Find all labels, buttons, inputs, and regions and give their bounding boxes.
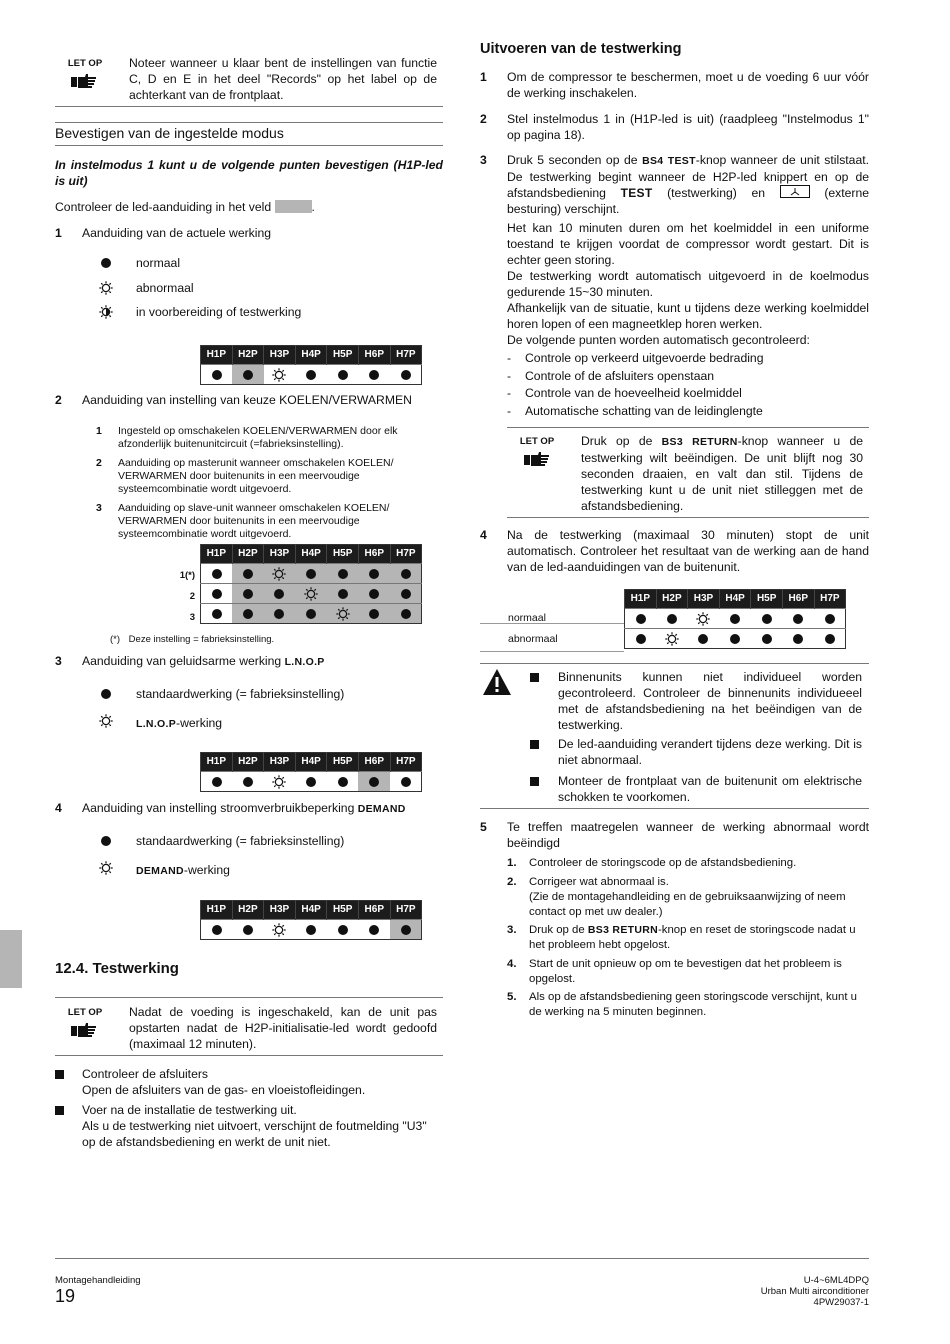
step-3-paragraph: Het kan 10 minuten duren om het koelmiddel in een uniforme toestand te krijgen voordat de compressor wordt gestart. Dit is echter geen storing. — [507, 221, 869, 267]
bullet-line: Open de afsluiters van de gas- en vloeistofleidingen. — [82, 1083, 366, 1097]
item-number: 4 — [55, 801, 62, 815]
led-blink — [295, 584, 327, 604]
sub-text: Aanduiding op masterunit wanneer omschakelen KOELEN/ VERWARMEN door buitenunits in een meervoudige systeemcombinatie wordt uitgevoerd. — [118, 457, 394, 495]
footnote-text: Deze instelling = fabrieksinstelling. — [128, 634, 275, 645]
divider — [507, 427, 869, 428]
square-bullet-icon — [55, 1106, 64, 1115]
item-text-body: Aanduiding van instelling stroomverbruikbeperking — [82, 801, 355, 815]
led-table-4 — [200, 900, 422, 940]
item-number: 2 — [55, 393, 62, 407]
led-header: H6P — [358, 753, 390, 772]
sub-number: 5. — [507, 991, 517, 1003]
led-on — [295, 772, 327, 792]
sun-icon — [97, 280, 115, 296]
note-text-part: -knop wanneer u de testwerking wilt beëindigen. De unit blijft nog 30 seconden draaien, en valt dan stil. Tijdens de testwerking kunt u de unit niet stilleggen met de afstandsbediening. — [581, 434, 864, 513]
led-on — [327, 584, 359, 604]
led-header-row — [201, 346, 422, 365]
led-header: H4P — [295, 753, 327, 772]
square-bullet-icon — [55, 1070, 64, 1079]
note-text-part: Druk op de — [581, 434, 653, 448]
led-on — [201, 365, 233, 385]
side-tab-marker — [0, 930, 22, 988]
led-header: H4P — [719, 590, 751, 609]
button-code-label: BS4 TEST — [642, 155, 696, 167]
led-header: H4P — [295, 545, 327, 564]
sub-text-part: Druk op de — [529, 924, 585, 936]
legend-label: abnormaal — [136, 281, 194, 295]
page-number: 19 — [55, 1286, 76, 1306]
sub-number: 2. — [507, 876, 517, 888]
led-row — [625, 629, 846, 649]
led-header: H5P — [327, 753, 359, 772]
led-result-table — [624, 589, 846, 649]
led-on — [358, 920, 390, 940]
legend-label: in voorbereiding of testwerking — [136, 305, 302, 319]
led-on — [751, 609, 783, 629]
led-row — [201, 365, 422, 385]
divider — [480, 663, 869, 664]
led-on — [264, 604, 296, 624]
page-footer — [55, 1258, 869, 1308]
led-on — [201, 564, 233, 584]
legend-label — [136, 715, 222, 732]
led-on — [295, 604, 327, 624]
step-text: Na de testwerking (maximaal 30 minuten) stopt de unit automatisch. Controleer het resultaat van de werking aan de hand van de led-aanduidingen van de buitenunit. — [507, 528, 869, 574]
led-on — [201, 584, 233, 604]
led-on — [232, 365, 264, 385]
step-text-part: (externe besturing) verschijnt. — [507, 186, 870, 216]
divider — [480, 623, 624, 624]
divider — [55, 1055, 443, 1056]
sub-text: (Zie de montagehandleiding en de gebruiksaanwijzing of neem contact op met uw dealer.) — [529, 891, 846, 918]
legend-label: standaardwerking (= fabrieksinstelling) — [136, 687, 345, 701]
led-header: H6P — [782, 590, 814, 609]
legend-row — [55, 860, 443, 876]
footer-meta — [761, 1275, 869, 1308]
led-on — [232, 604, 264, 624]
warning-icon — [482, 668, 512, 696]
item-text: Aanduiding van de actuele werking — [82, 226, 272, 240]
led-row — [201, 920, 422, 940]
bullet-line: Controleer de afsluiters — [82, 1067, 208, 1081]
sub-text: Aanduiding op slave-unit wanneer omschakelen KOELEN/ VERWARMEN door buitenunits in een meervoudige systeemcombinatie wordt uitgevoerd. — [118, 502, 390, 540]
step-text-part: Druk 5 seconden op de — [507, 153, 638, 167]
item-number: 3 — [55, 654, 62, 668]
sub-text: Als op de afstandsbediening geen storingscode verschijnt, kunt u de werking na 5 minuten beginnen. — [529, 991, 858, 1018]
led-header: H7P — [390, 901, 422, 920]
led-on — [327, 772, 359, 792]
led-header: H2P — [232, 901, 264, 920]
item-text: Aanduiding van instelling van keuze KOELEN/VERWARMEN — [82, 393, 412, 407]
led-on — [358, 772, 390, 792]
led-blink — [264, 365, 296, 385]
led-table-2 — [200, 544, 422, 624]
sub-number: 4. — [507, 958, 517, 970]
led-on — [295, 564, 327, 584]
led-on — [358, 584, 390, 604]
led-on — [625, 629, 657, 649]
check-end: . — [311, 200, 315, 214]
section-title: Uitvoeren van de testwerking — [480, 41, 682, 57]
sub-text-part: -knop en reset de storingscode nadat u het probleem hebt opgelost. — [529, 924, 856, 951]
led-header: H2P — [232, 545, 264, 564]
led-on — [358, 564, 390, 584]
check-text: Controleer de led-aanduiding in het veld — [55, 200, 272, 214]
led-header: H1P — [201, 753, 233, 772]
check-text: Controle op verkeerd uitgevoerde bedrading — [525, 351, 764, 365]
led-on — [327, 365, 359, 385]
led-table-1 — [200, 345, 422, 385]
step-3-paragraph: De volgende punten worden automatisch gecontroleerd: — [507, 333, 810, 347]
led-on — [232, 564, 264, 584]
led-header-row — [625, 590, 846, 609]
led-header: H1P — [201, 901, 233, 920]
led-on — [295, 365, 327, 385]
sun-icon — [97, 860, 115, 876]
led-on — [625, 609, 657, 629]
sub-number: 3 — [96, 502, 102, 514]
led-header-row — [201, 753, 422, 772]
led-on — [390, 584, 422, 604]
intro-text: In instelmodus 1 kunt u de volgende punten bevestigen (H1P-led is uit) — [55, 158, 443, 188]
item-text-body: Aanduiding van geluidsarme werking — [82, 654, 282, 668]
legend-label — [136, 862, 230, 879]
note-label: LET OP — [67, 1007, 103, 1018]
led-header: H3P — [264, 545, 296, 564]
filled-dot-icon — [97, 686, 115, 702]
led-header: H7P — [390, 545, 422, 564]
divider — [55, 122, 443, 123]
divider — [55, 145, 443, 146]
led-header: H1P — [625, 590, 657, 609]
legend-label: standaardwerking (= fabrieksinstelling) — [136, 834, 345, 848]
step-text-part: -knop wanneer de unit stilstaat. De testwerking begint wanneer de H2P-led knippert en op de afstandsbediening — [507, 153, 870, 200]
footnote — [110, 632, 274, 648]
led-header: H7P — [390, 753, 422, 772]
sun-icon — [97, 713, 115, 729]
half-sun-icon — [97, 304, 115, 320]
led-header: H5P — [327, 346, 359, 365]
led-row — [201, 604, 422, 624]
led-on — [201, 920, 233, 940]
legend-suffix: -werking — [176, 716, 223, 730]
section-title: Bevestigen van de ingestelde modus — [55, 125, 284, 141]
led-header: H3P — [264, 346, 296, 365]
legend-row — [55, 255, 443, 271]
led-on — [390, 604, 422, 624]
led-on — [751, 629, 783, 649]
row-label: 2 — [189, 591, 195, 602]
step-number: 2 — [480, 112, 487, 126]
led-on — [264, 584, 296, 604]
divider — [55, 106, 443, 107]
sub-text: Controleer de storingscode op de afstandsbediening. — [529, 857, 797, 869]
footer-code: 4PW29037-1 — [813, 1297, 869, 1308]
led-header-row — [201, 901, 422, 920]
divider — [507, 517, 869, 518]
led-blink — [264, 920, 296, 940]
note-text: Nadat de voeding is ingeschakeld, kan de unit pas opstarten nadat de H2P-initialisatie-led wordt gedoofd (maximaal 12 minuten). — [129, 1005, 437, 1051]
square-bullet-icon — [530, 740, 539, 749]
led-header: H6P — [358, 346, 390, 365]
led-on — [327, 920, 359, 940]
note-text: Noteer wanneer u klaar bent de instellingen van functie C, D en E in het deel "Records" op het label op de achterkant van de frontplaat. — [129, 56, 437, 102]
note-box-h2p — [55, 1003, 443, 1051]
led-on — [719, 629, 751, 649]
led-on — [782, 629, 814, 649]
led-header: H4P — [295, 901, 327, 920]
led-header: H2P — [656, 590, 688, 609]
check-text: Controle van de hoeveelheid koelmiddel — [525, 386, 742, 400]
note-label: LET OP — [519, 436, 555, 447]
led-header: H4P — [295, 346, 327, 365]
gray-field-swatch — [275, 200, 312, 213]
code-label: L.N.O.P — [136, 718, 177, 730]
step-text-part: (testwerking) en — [667, 186, 766, 200]
button-code-label: BS3 RETURN — [661, 436, 738, 448]
sub-text — [529, 923, 869, 953]
pointing-hand-icon — [71, 73, 97, 89]
code-label: L.N.O.P — [284, 656, 325, 668]
divider — [55, 997, 443, 998]
button-code-label: BS3 RETURN — [587, 924, 658, 936]
legend-row — [55, 713, 443, 729]
led-header: H2P — [232, 753, 264, 772]
note-text — [581, 433, 863, 514]
row-label: 1(*) — [179, 570, 195, 581]
divider — [480, 651, 624, 652]
led-header: H1P — [201, 346, 233, 365]
led-on — [295, 920, 327, 940]
filled-dot-icon — [97, 833, 115, 849]
led-on — [390, 365, 422, 385]
step-text: Om de compressor te beschermen, moet u de voeding 6 uur vóór de werking inschakelen. — [507, 70, 869, 100]
led-on — [358, 365, 390, 385]
warning-text: Monteer de frontplaat van de buitenunit om elektrische schokken te voorkomen. — [558, 774, 862, 804]
sub-text: Start de unit opnieuw op om te bevestigen dat het probleem is opgelost. — [529, 958, 842, 985]
square-bullet-icon — [530, 777, 539, 786]
led-on — [814, 609, 846, 629]
led-table-3 — [200, 752, 422, 792]
led-blink — [327, 604, 359, 624]
led-header: H1P — [201, 545, 233, 564]
led-on — [201, 772, 233, 792]
led-on — [358, 604, 390, 624]
led-header: H7P — [814, 590, 846, 609]
item-number: 1 — [55, 226, 62, 240]
legend-row — [55, 304, 443, 320]
item-text — [82, 653, 443, 670]
sub-number: 2 — [96, 457, 102, 469]
note-box-records — [55, 54, 443, 102]
section-title-testwerking: 12.4. Testwerking — [55, 960, 179, 977]
led-header: H3P — [688, 590, 720, 609]
footer-product: Urban Multi airconditioner — [760, 1286, 869, 1297]
led-on — [232, 772, 264, 792]
bullet-line: Als u de testwerking niet uitvoert, verschijnt de foutmelding "U3" op de afstandsbediening en werkt de unit niet. — [82, 1119, 427, 1149]
led-header: H2P — [232, 346, 264, 365]
footer-doc-name: Montagehandleiding — [55, 1275, 141, 1286]
led-header: H3P — [264, 901, 296, 920]
led-row — [625, 609, 846, 629]
led-header: H6P — [358, 545, 390, 564]
check-text: Automatische schatting van de leidinglengte — [525, 404, 763, 418]
sub-number: 1. — [507, 857, 517, 869]
led-header: H7P — [390, 346, 422, 365]
divider — [480, 808, 869, 809]
pointing-hand-icon — [524, 451, 550, 467]
test-code-label: TEST — [620, 186, 653, 200]
check-line — [55, 199, 315, 215]
sub-number: 1 — [96, 425, 102, 437]
led-header: H5P — [327, 901, 359, 920]
step-text: Te treffen maatregelen wanneer de werking abnormaal wordt beëindigd — [507, 820, 869, 850]
note-box-return — [507, 432, 869, 514]
led-row — [201, 584, 422, 604]
step-number: 1 — [480, 70, 487, 84]
led-header: H5P — [751, 590, 783, 609]
step-3-paragraph: Afhankelijk van de situatie, kunt u tijdens deze werking koelmiddel horen lopen of een magneetklep horen werken. — [507, 301, 869, 331]
led-blink — [656, 629, 688, 649]
led-blink — [264, 772, 296, 792]
legend-label: normaal — [136, 256, 181, 270]
sub-text: Ingesteld op omschakelen KOELEN/VERWARMEN door elk afzonderlijk buitenunitcircuit (=fabrieksinstelling). — [118, 425, 398, 450]
led-on — [782, 609, 814, 629]
led-header: H6P — [358, 901, 390, 920]
led-blink — [688, 609, 720, 629]
led-blink — [264, 564, 296, 584]
step-number: 3 — [480, 153, 487, 167]
led-row — [201, 772, 422, 792]
footer-model: U-4~6ML4DPQ — [803, 1275, 869, 1286]
led-on — [201, 604, 233, 624]
step-number: 4 — [480, 528, 487, 542]
legend-row — [55, 833, 443, 849]
legend-row — [55, 280, 443, 296]
legend-row — [55, 686, 443, 702]
code-label: DEMAND — [357, 803, 406, 815]
note-label: LET OP — [67, 58, 103, 69]
led-header-row — [201, 545, 422, 564]
led-on — [390, 920, 422, 940]
step-number: 5 — [480, 820, 487, 834]
row-label: normaal — [508, 612, 546, 624]
remote-control-icon — [780, 185, 810, 198]
pointing-hand-icon — [71, 1022, 97, 1038]
led-on — [327, 564, 359, 584]
square-bullet-icon — [530, 673, 539, 682]
sub-number: 3. — [507, 924, 517, 936]
led-header: H3P — [264, 753, 296, 772]
led-on — [814, 629, 846, 649]
led-header: H5P — [327, 545, 359, 564]
bullet-line: Voer na de installatie de testwerking uit. — [82, 1103, 297, 1117]
warning-text: Binnenunits kunnen niet individueel worden gecontroleerd. Controleer de binnenunits individueeel met de afstandsbediening na het beëindigen van de testwerking. — [558, 670, 862, 732]
step-text — [507, 152, 869, 217]
sub-text: Corrigeer wat abnormaal is. — [529, 876, 669, 888]
item-text — [82, 800, 443, 817]
led-on — [719, 609, 751, 629]
footnote-mark: (*) — [110, 634, 121, 645]
code-label: DEMAND — [136, 865, 184, 877]
led-on — [232, 920, 264, 940]
led-on — [390, 564, 422, 584]
legend-suffix: -werking — [183, 863, 230, 877]
check-text: Controle of de afsluiters openstaan — [525, 369, 715, 383]
step-text: Stel instelmodus 1 in (H1P-led is uit) (raadpleeg "Instelmodus 1" op pagina 18). — [507, 112, 869, 142]
row-label: abnormaal — [508, 633, 558, 645]
led-on — [656, 609, 688, 629]
led-on — [232, 584, 264, 604]
step-3-paragraph: De testwerking wordt automatisch uitgevoerd in de koelmodus gedurende 15~30 minuten. — [507, 269, 869, 299]
warning-text: De led-aanduiding verandert tijdens deze werking. Dit is niet abnormaal. — [558, 737, 862, 767]
row-label: 3 — [189, 612, 195, 623]
filled-dot-icon — [97, 255, 115, 271]
led-row — [201, 564, 422, 584]
led-on — [688, 629, 720, 649]
led-on — [390, 772, 422, 792]
